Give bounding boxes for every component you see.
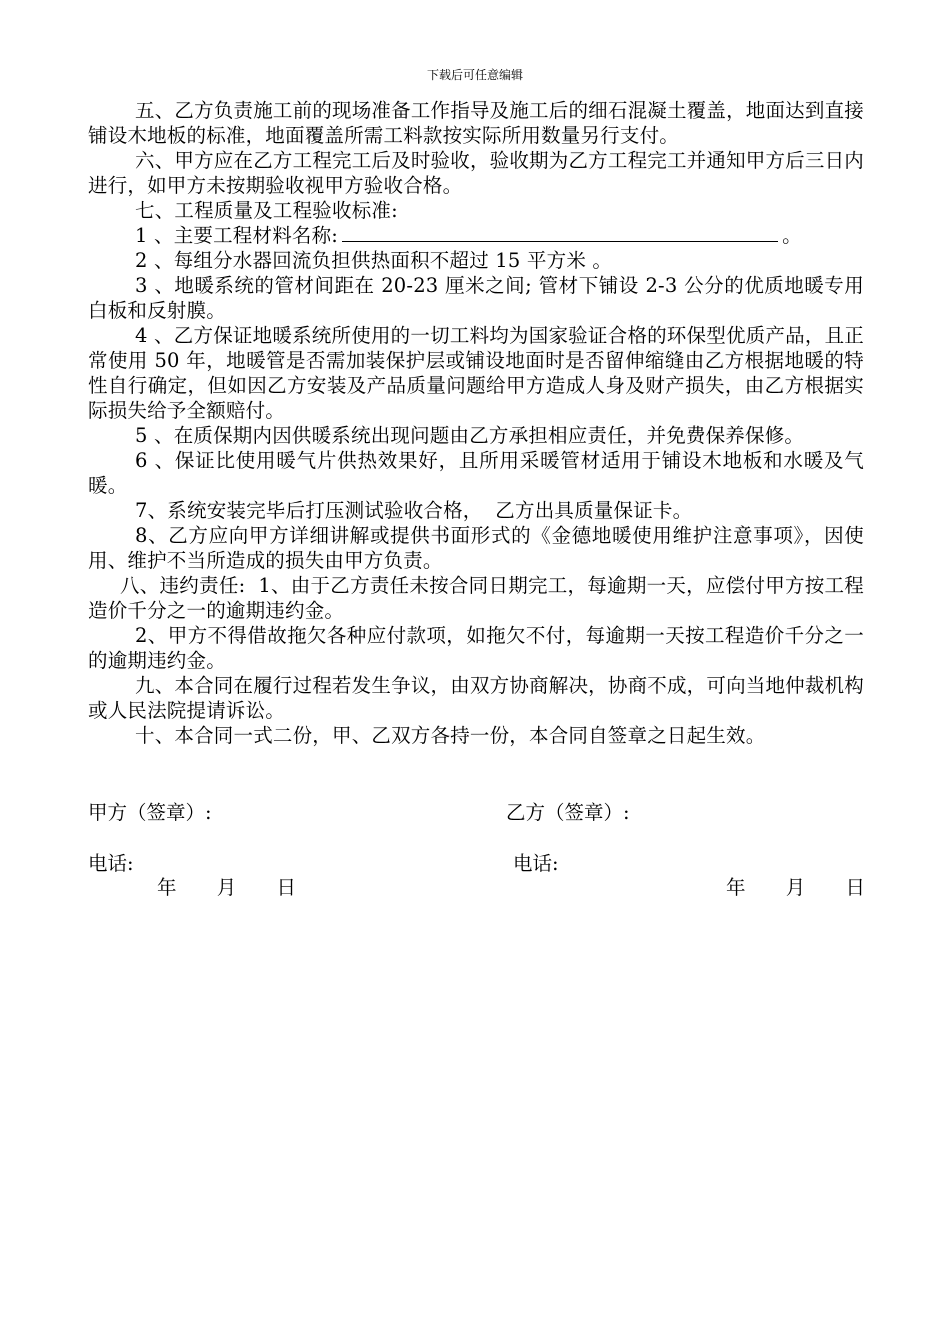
- clause-7-item-1: [88, 223, 864, 248]
- party-b-month: 月: [785, 876, 806, 899]
- party-a-year: 年: [157, 876, 177, 899]
- header-note: 下载后可任意编辑: [426, 68, 523, 82]
- clause-7-item-3: 3 、地暖系统的管材间距在 20-23 厘米之间; 管材下铺设 2-3 公分的优质地暖专用白板和反射膜。: [88, 274, 864, 322]
- contract-body: [88, 98, 864, 748]
- clause-7-item-2: 2 、每组分水器回流负担供热面积不超过 15 平方米 。: [135, 249, 613, 272]
- material-name-blank: [342, 223, 778, 242]
- party-b-signature-label: 乙方（签章）:: [506, 801, 630, 824]
- party-b-year: 年: [726, 876, 746, 899]
- clause-9: 九、本合同在履行过程若发生争议，由双方协商解决，协商不成，可向当地仲裁机构或人民法院提请诉讼。: [88, 674, 864, 722]
- signature-row: [88, 797, 868, 825]
- party-a-day: 日: [276, 876, 296, 899]
- clause-7-title: 七、工程质量及工程验收标准:: [135, 199, 398, 222]
- party-a-phone-label: 电话:: [88, 852, 134, 875]
- party-b-date: [726, 872, 865, 900]
- item-1-label: 1 、主要工程材料名称:: [135, 224, 339, 247]
- item-1-suffix: 。: [782, 224, 802, 247]
- party-a-signature-label: 甲方（签章）:: [88, 801, 212, 824]
- clause-6: 六、甲方应在乙方工程完工后及时验收，验收期为乙方工程完工并通知甲方后三日内进行，如甲方未按期验收视甲方验收合格。: [88, 149, 864, 197]
- clause-7-item-5: 5 、在质保期内因供暖系统出现问题由乙方承担相应责任，并免费保养保修。: [135, 424, 805, 447]
- party-a-month: 月: [216, 876, 237, 899]
- clause-8-item-2: 2、甲方不得借故拖欠各种应付款项，如拖欠不付，每逾期一天按工程造价千分之一的逾期违约金。: [88, 624, 864, 672]
- clause-7-item-8: 8、乙方应向甲方详细讲解或提供书面形式的《金德地暖使用维护注意事项》，因使用、维护不当所造成的损失由甲方负责。: [88, 524, 864, 572]
- clause-7-item-7: 7、系统安装完毕后打压测试验收合格， 乙方出具质量保证卡。: [135, 499, 693, 522]
- clause-8: 八、违约责任: 1、由于乙方责任未按合同日期完工，每逾期一天，应偿付甲方按工程造价千分之一的逾期违约金。: [88, 574, 864, 622]
- clause-7-item-6: 6 、保证比使用暖气片供热效果好，且所用采暖管材适用于铺设木地板和水暖及气暖。: [88, 449, 864, 497]
- clause-7-item-4: 4 、乙方保证地暖系统所使用的一切工料均为国家验证合格的环保型优质产品，且正常使用 50 年，地暖管是否需加装保护层或铺设地面时是否留伸缩缝由乙方根据地暖的特性自行确定，但如因乙方安装及产品质量问题给甲方造成人身及财产损失，由乙方根据实际损失给予全额赔付。: [88, 324, 864, 422]
- party-b-phone-label: 电话:: [513, 852, 559, 875]
- party-a-date: [157, 872, 296, 900]
- clause-10: 十、本合同一式二份，甲、乙双方各持一份，本合同自签章之日起生效。: [135, 724, 766, 747]
- clause-5: 五、乙方负责施工前的现场准备工作指导及施工后的细石混凝土覆盖，地面达到直接铺设木地板的标准，地面覆盖所需工料款按实际所用数量另行支付。: [88, 99, 864, 147]
- party-b-day: 日: [845, 876, 865, 899]
